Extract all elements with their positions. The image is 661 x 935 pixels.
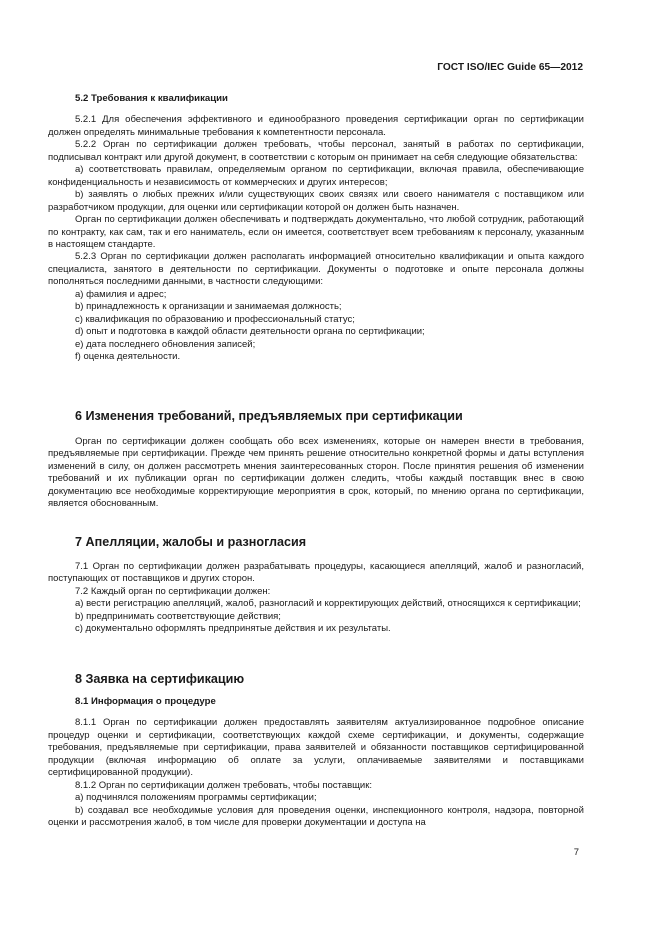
list-item: c) квалификация по образованию и профессиональный статус; <box>75 313 355 325</box>
page-number: 7 <box>573 847 579 858</box>
list-item: f) оценка деятельности. <box>75 351 181 363</box>
section-7 <box>48 535 584 636</box>
list-item: b) заявлять о любых прежних и/или существующих своих связях или своего нанимателя с поставщиком или разработчиком продукции, для оценки или сертификации которой он должен быть назначен. <box>48 189 584 213</box>
list-item: b) принадлежность к организации и занимаемая должность; <box>75 301 342 313</box>
section-heading: 5.2 Требования к квалификации <box>75 93 228 104</box>
section-heading: 8 Заявка на сертификацию <box>75 672 245 686</box>
paragraph: 8.1.2 Орган по сертификации должен требовать, чтобы поставщик: <box>75 779 373 791</box>
paragraph: Орган по сертификации должен обеспечивать и подтверждать документально, что любой сотрудник, работающий по контракту, как сам, так и его наниматель, если он имеется, соответствует всем требованиям к персоналу, указанным в настоящем стандарте. <box>48 214 584 250</box>
paragraph: 7.1 Орган по сертификации должен разрабатывать процедуры, касающиеся апелляций, жалоб и разногласий, поступающих от поставщиков и других сторон. <box>48 561 584 585</box>
paragraph: 5.2.3 Орган по сертификации должен располагать информацией относительно квалификации и опыта каждого специалиста, занятого в деятельности по сертификации. Документы о подготовке и опыте персонала должны пополняться последними данными, в частности следующими: <box>48 251 584 288</box>
list-item: d) опыт и подготовка в каждой области деятельности органа по сертификации; <box>75 326 425 338</box>
document-body <box>48 93 584 364</box>
list-item: a) подчинялся положениям программы сертификации; <box>75 792 317 804</box>
subsection-heading: 8.1 Информация о процедуре <box>75 696 216 707</box>
section-6 <box>48 409 584 511</box>
paragraph: 5.2.1 Для обеспечения эффективного и единообразного проведения сертификации орган по сертификации должен определять минимальные требования к компетентности персонала. <box>48 114 584 138</box>
list-item: b) создавал все необходимые условия для проведения оценки, инспекционного контроля, надзора, повторной оценки и рассмотрения жалоб, в том числе для проверки документации и доступа на <box>48 804 584 829</box>
list-item: a) соответствовать правилам, определяемым органом по сертификации, включая правила, обеспечивающие конфиденциальность и независимость от коммерческих и других интересов; <box>48 164 584 188</box>
paragraph: Орган по сертификации должен сообщать обо всех изменениях, которые он намерен внести в требования, предъявляемые при сертификации. Прежде чем принять решение относительно конкретной формы и даты вступления изменений в силу, он должен рассмотреть мнения заинтересованных сторон. После принятия решения об изменении требований и их публикации орган по сертификации должен следить, чтобы каждый поставщик внес в свою документацию все необходимые корректирующие мероприятия в срок, который, по мнению органа по сертификации, является обоснованным. <box>48 436 584 510</box>
section-8 <box>48 672 584 830</box>
list-item: c) документально оформлять предпринятые действия и их результаты. <box>75 623 391 635</box>
list-item: a) фамилия и адрес; <box>75 288 167 300</box>
paragraph: 5.2.2 Орган по сертификации должен требовать, чтобы персонал, занятый в работах по сертификации, подписывал контракт или другой документ, в соответствии с которым он принимает на себя следующие обязательства: <box>48 139 584 163</box>
paragraph: 7.2 Каждый орган по сертификации должен: <box>75 585 271 597</box>
list-item: b) предпринимать соответствующие действия; <box>75 610 281 622</box>
section-heading: 6 Изменения требований, предъявляемых при сертификации <box>75 409 463 423</box>
list-item: e) дата последнего обновления записей; <box>75 338 256 350</box>
section-heading: 7 Апелляции, жалобы и разногласия <box>75 535 307 549</box>
list-item: a) вести регистрацию апелляций, жалоб, разногласий и корректирующих действий, относящихся к сертификации; <box>75 598 581 610</box>
paragraph: 8.1.1 Орган по сертификации должен предоставлять заявителям актуализированное подробное описание процедур оценки и сертификации, соответствующих каждой схеме сертификации, и документы, содержащие требования, предъявляемые при сертификации, права заявителей и обязанности поставщиков сертифицированной продукции (включая информацию об оплате за услуги, оплачиваемые заявителями и поставщиками сертифицированной продукции). <box>48 717 584 779</box>
document-header: ГОСТ ISO/IEC Guide 65—2012 <box>437 62 583 73</box>
